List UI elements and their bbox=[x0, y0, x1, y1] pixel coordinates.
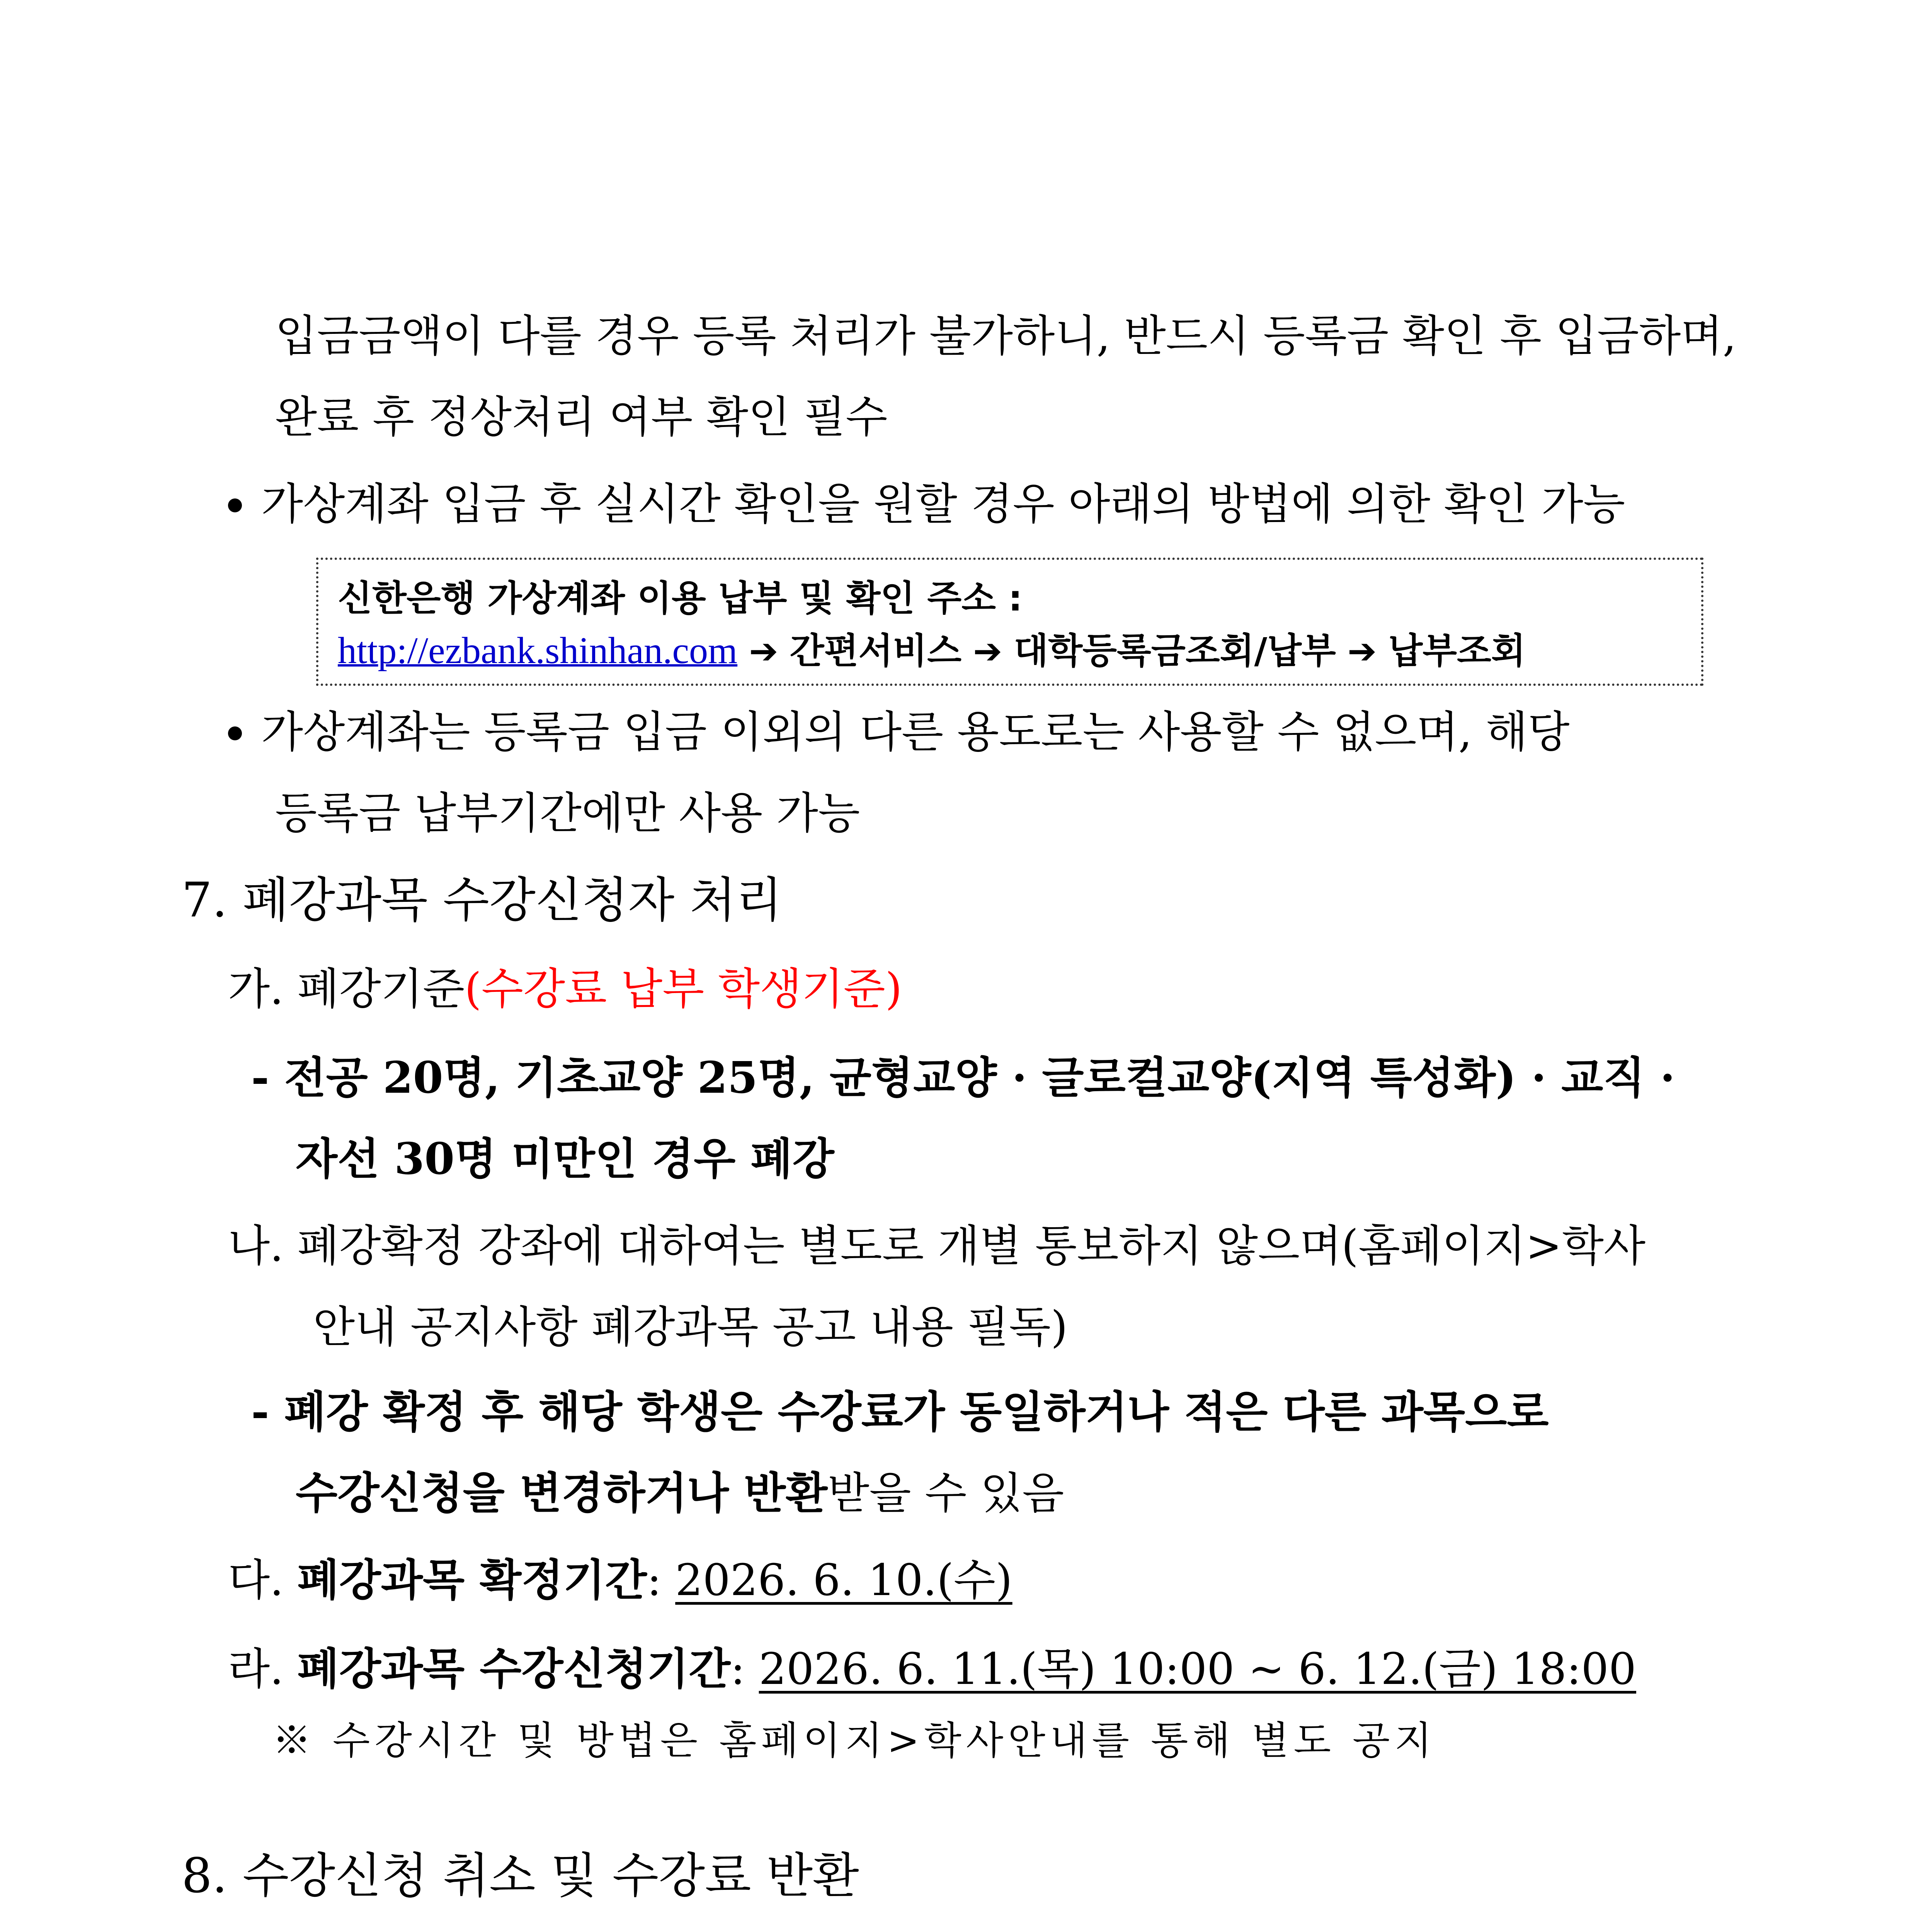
arrow-right-icon: ➔ bbox=[749, 631, 778, 672]
paragraph-line: 등록금 납부기간에만 사용 가능 bbox=[275, 788, 860, 838]
path-step: 간편서비스 bbox=[790, 630, 962, 672]
box-title: 신한은행 가상계좌 이용 납부 및 확인 주소 : bbox=[338, 578, 1023, 619]
dash-item-continued: 수강신청을 변경하거나 반환받을 수 있음 bbox=[296, 1468, 1064, 1519]
arrow-right-icon: ➔ bbox=[973, 631, 1002, 672]
sub-item: 라. 폐강과목 수강신청기간: 2026. 6. 11.(목) 10:00 ~ 6. 12.(금) 18:00 bbox=[228, 1644, 1637, 1694]
date-text: 2026. 6. 11.(목) 10:00 ~ 6. 12.(금) 18:00 bbox=[759, 1644, 1637, 1694]
bullet-item bbox=[228, 703, 1569, 761]
bullet-text: 가상계좌 입금 후 실시간 확인을 원할 경우 아래의 방법에 의한 확인 가능 bbox=[261, 479, 1625, 529]
bullet-text: 가상계좌는 등록금 입금 이외의 다른 용도로는 사용할 수 없으며, 해당 bbox=[261, 707, 1570, 757]
highlight-text: (수강료 납부 학생기준) bbox=[465, 964, 902, 1014]
path-step: 납부조회 bbox=[1388, 630, 1526, 672]
bank-url-link[interactable]: http://ezbank.shinhan.com bbox=[338, 630, 738, 672]
note: ※ 수강시간 및 방법은 홈페이지>학사안내를 통해 별도 공지 bbox=[272, 1718, 1437, 1763]
sub-item: 나. 폐강확정 강좌에 대하여는 별도로 개별 통보하지 않으며(홈페이지>학사 bbox=[228, 1221, 1646, 1271]
dash-item-continued: 자선 30명 미만인 경우 폐강 bbox=[296, 1134, 834, 1184]
bullet-icon bbox=[228, 726, 242, 740]
box-path bbox=[338, 628, 1526, 675]
bullet-icon bbox=[228, 498, 242, 512]
dash-item: - 폐강 확정 후 해당 학생은 수강료가 동일하거나 적은 다른 과목으로 bbox=[251, 1387, 1549, 1437]
date-text: 2026. 6. 10.(수) bbox=[675, 1555, 1012, 1605]
arrow-right-icon: ➔ bbox=[1347, 631, 1377, 672]
sub-item: 가. 폐강기준(수강료 납부 학생기준) bbox=[228, 964, 902, 1014]
sub-item: 다. 폐강과목 확정기간: 2026. 6. 10.(수) bbox=[228, 1555, 1012, 1605]
paragraph-line: 입금금액이 다를 경우 등록 처리가 불가하니, 반드시 등록금 확인 후 입금하며, bbox=[275, 311, 1737, 361]
paragraph-line: 완료 후 정상처리 여부 확인 필수 bbox=[275, 392, 888, 442]
sub-item-continued: 안내 공지사항 폐강과목 공고 내용 필독) bbox=[313, 1302, 1068, 1352]
path-step: 대학등록금조회/납부 bbox=[1014, 630, 1336, 672]
bullet-item bbox=[228, 475, 1625, 533]
address-box bbox=[316, 558, 1703, 686]
section-heading: 8. 수강신청 취소 및 수강료 반환 bbox=[182, 1848, 859, 1904]
dash-item: - 전공 20명, 기초교양 25명, 균형교양 · 글로컬교양(지역 특성화) · 교직 · bbox=[251, 1053, 1675, 1103]
section-heading: 7. 폐강과목 수강신청자 처리 bbox=[182, 872, 783, 928]
